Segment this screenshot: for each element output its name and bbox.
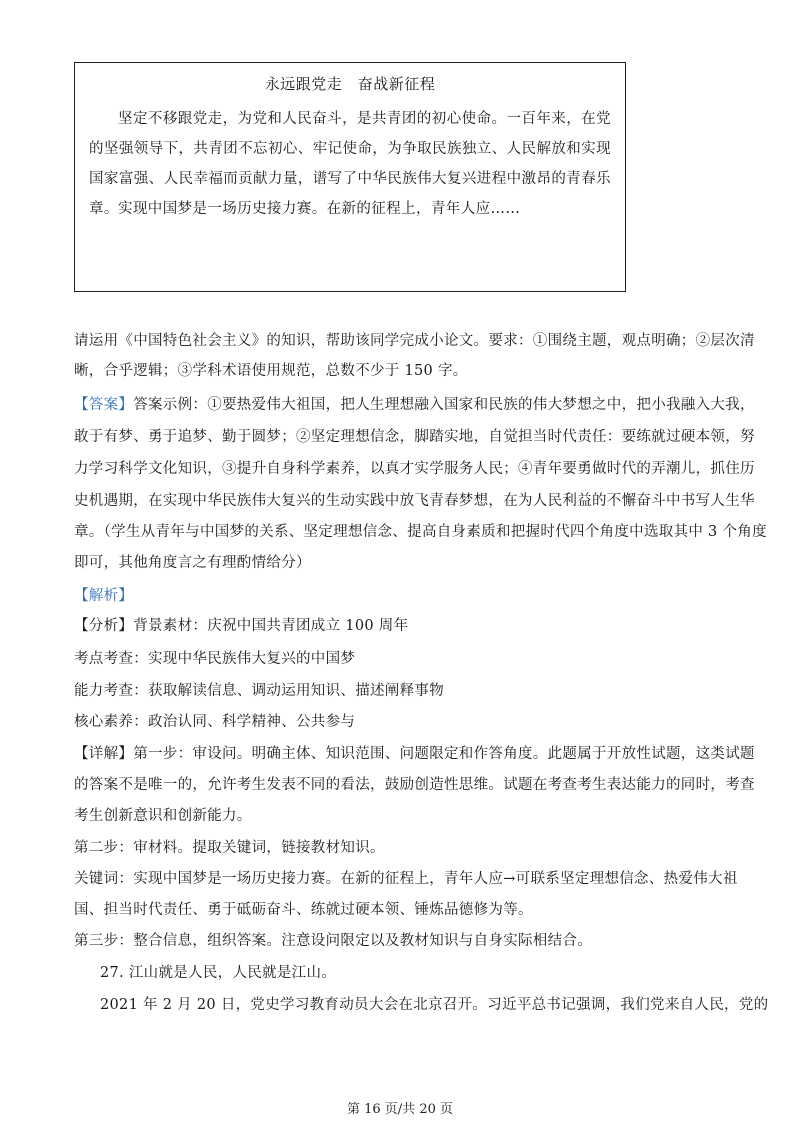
answer-text-1: 答案示例：①要热爱伟大祖国，把人生理想融入国家和民族的伟大梦想之中，把小我融入大我， xyxy=(133,397,755,413)
page-number: 第 16 页/共 20 页 xyxy=(347,1102,453,1117)
fenxi-line xyxy=(74,612,732,641)
question-line-2: 晰，合乎逻辑；③学科术语使用规范，总数不少于 150 字。 xyxy=(74,363,468,379)
nengli-line: 能力考查：获取解读信息、调动运用知识、描述阐释事物 xyxy=(74,683,444,699)
suyang-line: 核心素养：政治认同、科学精神、公共参与 xyxy=(74,714,356,730)
essay-paragraph-1: 坚定不移跟党走，为党和人民奋斗，是共青团的初心使命。一百年来，在党的坚强领导下，共青团不忘初心、牢记使命，为争取民族独立、人民解放和实现国家富强、人民幸福而贡献力量，谱写了中华民族伟大复兴进程中激昂的青春乐章。 xyxy=(89,111,611,217)
essay-paragraph-2: 实现中国梦是一场历史接力赛。在新的征程上，青年人应…… xyxy=(118,201,521,217)
fenxi-text: 背景素材：庆祝中国共青团成立 100 周年 xyxy=(133,618,409,634)
question-27: 27. 江山就是人民，人民就是江山。 xyxy=(100,965,337,981)
answer-line-1 xyxy=(74,391,755,420)
step1-line-1: 第一步：审设问。明确主体、知识范围、问题限定和作答角度。此题属于开放性试题，这类试题 xyxy=(133,746,755,762)
essay-title: 永远跟党走 奋战新征程 xyxy=(264,75,436,93)
keywords-line-1: 关键词：实现中国梦是一场历史接力赛。在新的征程上，青年人应→可联系坚定理想信念、热爱伟大祖 xyxy=(74,871,738,887)
step1-line-3: 考生创新意识和创新能力。 xyxy=(74,808,252,824)
fenxi-tag: 【分析】 xyxy=(74,618,134,634)
analysis-tag: 【解析】 xyxy=(74,588,134,604)
xiangjie-tag: 【详解】 xyxy=(74,746,134,762)
question-line-1: 请运用《中国特色社会主义》的知识，帮助该同学完成小论文。要求：①围绕主题，观点明确；②层次清 xyxy=(74,333,755,349)
question-27-line-2: 2021 年 2 月 20 日，党史学习教育动员大会在北京召开。习近平总书记强调，我们党来自人民，党的 xyxy=(100,997,769,1013)
kaodian-line: 考点考查：实现中华民族伟大复兴的中国梦 xyxy=(74,651,356,667)
step3-line: 第三步：整合信息，组织答案。注意设问限定以及教材知识与自身实际相结合。 xyxy=(74,933,592,949)
answer-line-4: 史机遇期，在实现中华民族伟大复兴的生动实践中放飞青春梦想，在为人民利益的不懈奋斗中书写人生华 xyxy=(74,493,755,509)
answer-line-5: 章。（学生从青年与中国梦的关系、坚定理想信念、提高自身素质和把握时代四个角度中选取其中 3 个角度 xyxy=(74,524,767,540)
step1-line-2: 的答案不是唯一的，允许考生发表不同的看法，鼓励创造性思维。试题在考查考生表达能力的同时，考查 xyxy=(74,777,755,793)
keywords-line-2: 国、担当时代责任、勇于砥砺奋斗、练就过硬本领、锤炼品德修为等。 xyxy=(74,902,533,918)
answer-line-3: 力学习科学文化知识，③提升自身科学素养，以真才实学服务人民；④青年要勇做时代的弄潮儿，抓住历 xyxy=(74,461,755,477)
xiangjie-line-1 xyxy=(74,740,755,769)
answer-line-2: 敢于有梦、勇于追梦、勤于圆梦；②坚定理想信念，脚踏实地，自觉担当时代责任：要练就过硬本领，努 xyxy=(74,429,755,445)
step2-line: 第二步：审材料。提取关键词，链接教材知识。 xyxy=(74,840,385,856)
analysis-heading xyxy=(74,582,732,611)
answer-line-6: 即可，其他角度言之有理酌情给分） xyxy=(74,555,311,571)
essay-box xyxy=(74,62,626,292)
answer-tag: 【答案】 xyxy=(74,397,134,413)
